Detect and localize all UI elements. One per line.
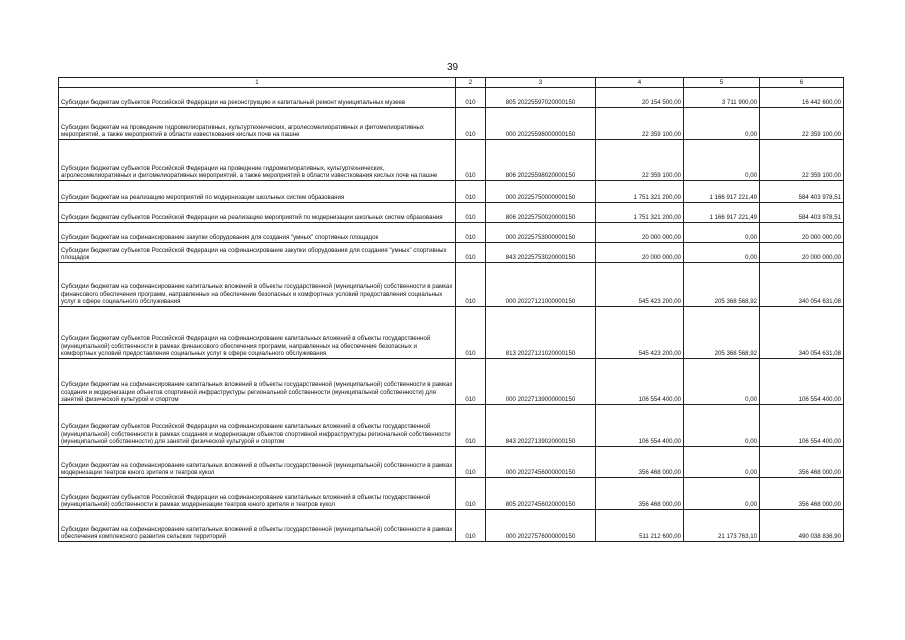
table-row bbox=[59, 140, 844, 181]
header-row bbox=[59, 78, 844, 88]
table-row bbox=[59, 359, 844, 405]
row-budget-code: 805 20225597020000150 bbox=[486, 88, 596, 108]
row-amount-col4: 106 554 400,00 bbox=[596, 405, 684, 447]
table-row bbox=[59, 405, 844, 447]
row-amount-col6: 22 359 100,00 bbox=[760, 108, 844, 140]
row-amount-col5: 0,00 bbox=[684, 478, 760, 510]
row-code: 010 bbox=[456, 359, 486, 405]
row-code: 010 bbox=[456, 510, 486, 542]
row-amount-col4: 356 468 000,00 bbox=[596, 447, 684, 478]
column-header: 5 bbox=[684, 78, 760, 88]
row-code: 010 bbox=[456, 88, 486, 108]
row-description: Субсидии бюджетам на софинансирование капитальных вложений в объекты государственной (муниципальной) собственности в рамках модернизации театров юного зрителя и театров кукол bbox=[59, 447, 456, 478]
row-amount-col6: 490 038 836,90 bbox=[760, 510, 844, 542]
row-code: 010 bbox=[456, 181, 486, 203]
row-amount-col4: 20 154 500,00 bbox=[596, 88, 684, 108]
column-header: 2 bbox=[456, 78, 486, 88]
row-budget-code: 000 20227456000000150 bbox=[486, 447, 596, 478]
table-row bbox=[59, 88, 844, 108]
row-budget-code: 000 20225750000000150 bbox=[486, 181, 596, 203]
row-amount-col6: 106 554 400,00 bbox=[760, 405, 844, 447]
row-amount-col4: 1 751 321 200,00 bbox=[596, 203, 684, 223]
row-amount-col4: 20 000 000,00 bbox=[596, 223, 684, 243]
budget-table bbox=[58, 77, 844, 542]
row-amount-col6: 356 468 000,00 bbox=[760, 478, 844, 510]
row-description: Субсидии бюджетам субъектов Российской Федерации на реконструкцию и капитальный ремонт муниципальных музеев bbox=[59, 88, 456, 108]
row-code: 010 bbox=[456, 263, 486, 307]
row-budget-code: 000 20227139000000150 bbox=[486, 359, 596, 405]
table-row bbox=[59, 203, 844, 223]
table-row bbox=[59, 307, 844, 359]
row-description: Субсидии бюджетам субъектов Российской Федерации на проведение гидромелиоративных, культуртехнических, агролесомелиоративных и фитомелиоративных мероприятий, а также мероприятий в области известкования кислых почв на пашне bbox=[59, 140, 456, 181]
row-amount-col5: 0,00 bbox=[684, 359, 760, 405]
table-row bbox=[59, 223, 844, 243]
row-description: Субсидии бюджетам субъектов Российской Федерации на софинансирование закупки оборудования для создания "умных" спортивных площадок bbox=[59, 243, 456, 263]
row-budget-code: 843 20227139020000150 bbox=[486, 405, 596, 447]
row-amount-col5: 0,00 bbox=[684, 140, 760, 181]
row-amount-col4: 545 423 200,00 bbox=[596, 263, 684, 307]
row-amount-col5: 0,00 bbox=[684, 447, 760, 478]
row-amount-col6: 340 054 631,08 bbox=[760, 307, 844, 359]
table-row bbox=[59, 447, 844, 478]
table-row bbox=[59, 243, 844, 263]
row-amount-col6: 20 000 000,00 bbox=[760, 243, 844, 263]
row-budget-code: 000 20225753000000150 bbox=[486, 223, 596, 243]
row-description: Субсидии бюджетам на софинансирование капитальных вложений в объекты государственной (муниципальной) собственности в рамках финансового обеспечения программ, направленных на обеспечение безопасных и комфортных условий предоставления социальных услуг в сфере социального обслуживания bbox=[59, 263, 456, 307]
row-description: Субсидии бюджетам на софинансирование капитальных вложений в объекты государственной (муниципальной) собственности в рамках обеспечения комплексного развития сельских территорий bbox=[59, 510, 456, 542]
row-budget-code: 843 20225753020000150 bbox=[486, 243, 596, 263]
row-budget-code: 000 20227121000000150 bbox=[486, 263, 596, 307]
row-amount-col4: 545 423 200,00 bbox=[596, 307, 684, 359]
table-row bbox=[59, 108, 844, 140]
row-amount-col6: 22 359 100,00 bbox=[760, 140, 844, 181]
row-description: Субсидии бюджетам на софинансирование закупки оборудования для создания "умных" спортивных площадок bbox=[59, 223, 456, 243]
row-code: 010 bbox=[456, 307, 486, 359]
row-budget-code: 805 20227456020000150 bbox=[486, 478, 596, 510]
row-amount-col5: 0,00 bbox=[684, 223, 760, 243]
row-description: Субсидии бюджетам субъектов Российской Федерации на реализацию мероприятий по модернизации школьных систем образования bbox=[59, 203, 456, 223]
row-amount-col4: 106 554 400,00 bbox=[596, 359, 684, 405]
row-amount-col5: 1 166 917 221,49 bbox=[684, 203, 760, 223]
row-code: 010 bbox=[456, 140, 486, 181]
row-amount-col6: 16 442 600,00 bbox=[760, 88, 844, 108]
row-amount-col5: 0,00 bbox=[684, 243, 760, 263]
row-code: 010 bbox=[456, 447, 486, 478]
row-amount-col5: 0,00 bbox=[684, 405, 760, 447]
table-row bbox=[59, 181, 844, 203]
row-budget-code: 813 20227121020000150 bbox=[486, 307, 596, 359]
table-row bbox=[59, 510, 844, 542]
row-amount-col5: 0,00 bbox=[684, 108, 760, 140]
row-amount-col4: 22 359 100,00 bbox=[596, 140, 684, 181]
row-amount-col4: 511 212 600,00 bbox=[596, 510, 684, 542]
column-header: 3 bbox=[486, 78, 596, 88]
row-budget-code: 000 20227576000000150 bbox=[486, 510, 596, 542]
page-number: 39 bbox=[446, 62, 459, 73]
row-code: 010 bbox=[456, 405, 486, 447]
row-amount-col4: 1 751 321 200,00 bbox=[596, 181, 684, 203]
row-amount-col6: 584 403 978,51 bbox=[760, 203, 844, 223]
row-code: 010 bbox=[456, 108, 486, 140]
row-amount-col6: 20 000 000,00 bbox=[760, 223, 844, 243]
row-description: Субсидии бюджетам субъектов Российской Федерации на софинансирование капитальных вложений в объекты государственной (муниципальной) собственности в рамках создания и модернизации объектов спортивной инфраструктуры региональной собственности (муниципальной собственности) для занятий физической культурой и спортом bbox=[59, 405, 456, 447]
row-budget-code: 000 20225598000000150 bbox=[486, 108, 596, 140]
table-row bbox=[59, 478, 844, 510]
column-header: 1 bbox=[59, 78, 456, 88]
row-description: Субсидии бюджетам на софинансирование капитальных вложений в объекты государственной (муниципальной) собственности в рамках создания и модернизации объектов спортивной инфраструктуры региональной собственности (муниципальной собственности) для занятий физической культурой и спортом bbox=[59, 359, 456, 405]
row-amount-col4: 22 359 100,00 bbox=[596, 108, 684, 140]
row-description: Субсидии бюджетам субъектов Российской Федерации на софинансирование капитальных вложений в объекты государственной (муниципальной) собственности в рамках модернизации театров юного зрителя и театров кукол bbox=[59, 478, 456, 510]
row-budget-code: 806 20225598020000150 bbox=[486, 140, 596, 181]
row-amount-col5: 21 173 763,10 bbox=[684, 510, 760, 542]
row-budget-code: 806 20225750020000150 bbox=[486, 203, 596, 223]
row-description: Субсидии бюджетам на проведение гидромелиоративных, культуртехнических, агролесомелиоративных и фитомелиоративных мероприятий, а также мероприятий в области известкования кислых почв на пашне bbox=[59, 108, 456, 140]
column-header: 4 bbox=[596, 78, 684, 88]
table-body bbox=[59, 88, 844, 542]
row-code: 010 bbox=[456, 243, 486, 263]
row-amount-col5: 3 711 900,00 bbox=[684, 88, 760, 108]
row-amount-col6: 584 403 978,51 bbox=[760, 181, 844, 203]
column-header: 6 bbox=[760, 78, 844, 88]
row-amount-col6: 106 554 400,00 bbox=[760, 359, 844, 405]
row-description: Субсидии бюджетам субъектов Российской Федерации на софинансирование капитальных вложений в объекты государственной (муниципальной) собственности в рамках финансового обеспечения программ, направленных на обеспечение безопасных и комфортных условий предоставления социальных услуг в сфере социального обслуживания bbox=[59, 307, 456, 359]
row-amount-col5: 205 368 568,92 bbox=[684, 263, 760, 307]
row-amount-col4: 20 000 000,00 bbox=[596, 243, 684, 263]
row-code: 010 bbox=[456, 478, 486, 510]
row-amount-col6: 340 054 631,08 bbox=[760, 263, 844, 307]
row-code: 010 bbox=[456, 223, 486, 243]
row-amount-col5: 1 166 917 221,49 bbox=[684, 181, 760, 203]
row-amount-col6: 356 468 000,00 bbox=[760, 447, 844, 478]
row-amount-col4: 356 468 000,00 bbox=[596, 478, 684, 510]
row-code: 010 bbox=[456, 203, 486, 223]
row-amount-col5: 205 368 568,92 bbox=[684, 307, 760, 359]
table-row bbox=[59, 263, 844, 307]
row-description: Субсидии бюджетам на реализацию мероприятий по модернизации школьных систем образования bbox=[59, 181, 456, 203]
